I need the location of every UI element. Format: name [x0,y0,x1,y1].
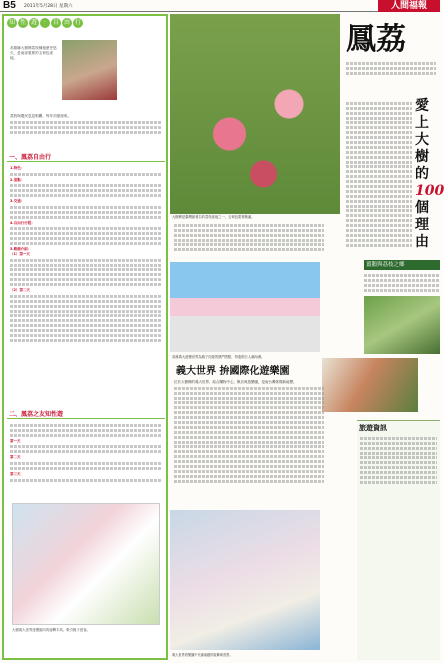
text-filler [346,224,412,227]
text-filler [10,273,162,276]
text-filler [360,481,437,484]
page-title: 鳳荔 [346,22,406,57]
text-filler [10,300,162,303]
hero-photo-caption: 大樹鄉是臺灣最著名的荔枝產地之一，玉荷包果實飽滿。 [172,215,255,219]
slogan-char: 理 [415,217,429,233]
slogan-char: 由 [415,234,429,250]
text-filler [364,279,440,282]
text-filler [346,165,412,168]
text-filler [10,227,162,230]
slogan-char: 的 [415,166,429,182]
text-filler [174,234,324,237]
travel-info-box [357,420,440,660]
text-filler [174,441,324,444]
text-filler [346,156,412,159]
kicker-char: 遊 [30,19,37,26]
text-filler [174,248,324,251]
lead-text: 荔枝與農民息息相關，每年初夏採收。 [10,114,72,118]
text-filler [174,470,324,473]
text-filler [174,421,324,424]
day-label: （2）第二天 [10,288,30,293]
text-filler [174,475,324,478]
text-filler [10,339,162,342]
feature-body [346,100,412,249]
theme-park-caption: 高雄義大遊樂世界為親子同遊的熱門景點，每逢假日人潮洶湧。 [172,355,265,359]
text-filler [346,200,412,203]
title-deck [346,60,436,77]
text-filler [10,237,162,240]
text-filler [10,424,162,427]
text-filler [174,445,324,448]
left-sidebar-column [2,14,168,660]
text-filler [10,189,162,192]
text-filler [360,466,437,469]
text-filler [346,175,412,178]
text-filler [10,334,162,337]
text-filler [174,239,324,242]
kicker-char: 由 [63,19,70,26]
text-filler [10,206,162,209]
text-filler [10,131,162,134]
text-filler [174,401,324,404]
section-1-body [10,166,162,344]
sub-heading: 1.特色： [10,166,25,170]
newspaper-logo: 人間福報 [378,0,440,12]
section-1-header [7,153,165,162]
text-filler [346,102,412,105]
text-filler [364,284,440,287]
sub-heading: 3.交通： [10,199,25,204]
kicker-char: 行 [74,19,81,26]
text-filler [10,329,162,332]
kicker-char: 自 [52,19,59,26]
amusement-park-photo [12,503,160,625]
hero-body-text [174,222,324,253]
text-filler [10,242,162,245]
text-filler [346,229,412,232]
text-filler [10,434,162,437]
text-filler [10,283,162,286]
photo-caption: 大樹義大世界遊樂園內的旋轉木馬，吸引親子遊客。 [12,628,90,632]
text-filler [346,146,412,149]
text-filler [10,232,162,235]
sidebar-section-text [364,272,440,293]
text-filler [10,324,162,327]
section-2-header [7,410,165,419]
text-filler [10,121,162,124]
text-filler [174,436,324,439]
sub-heading: 5.路線介紹： [10,246,32,251]
text-filler [346,190,412,193]
text-filler [10,264,162,267]
text-filler [174,416,324,419]
slogan-number: 100 [415,183,444,199]
masthead [0,0,440,12]
kicker-char: · [40,18,50,28]
text-filler [174,406,324,409]
slogan-char: 愛 [415,98,429,114]
slogan-vertical [415,98,444,251]
intro-photo-caption: 高雄縣大樹鄉荔枝種植歷史悠久，是南部重要的玉荷包產地。 [10,46,57,60]
kicker-char: 性 [19,19,26,26]
theme-park-headline: 義大世界 拚國際化遊樂園 [176,366,290,377]
text-filler [346,117,412,120]
travel-info-text [360,435,437,486]
slogan-char: 樹 [415,149,429,165]
text-filler [360,476,437,479]
text-filler [346,180,412,183]
text-filler [10,479,162,482]
section-2-title: 二、鳳荔之友知性遊 [9,411,64,418]
travel-info-heading: 旅遊資訊 [359,424,387,432]
slogan-char: 大 [415,132,429,148]
text-filler [346,209,412,212]
text-filler [10,450,162,453]
sidebar-section-head: 薑鵝與荔枝之鄉 [364,260,440,270]
text-filler [174,426,324,429]
text-filler [10,467,162,470]
text-filler [364,289,440,292]
section-kicker [7,18,84,28]
text-filler [174,455,324,458]
text-filler [10,126,162,129]
text-filler [346,121,412,124]
theme-park-lead: 位於大樹鄉的義大世界，結合購物中心、飯店與遊樂園，是南台灣休閒新地標。 [174,380,297,384]
text-filler [346,136,412,139]
day-label: 第二天 [10,455,21,460]
text-filler [346,185,412,188]
goose-farm-photo [364,296,440,354]
slogan-char: 上 [415,115,429,131]
text-filler [174,392,324,395]
text-filler [346,141,412,144]
text-filler [10,184,162,187]
text-filler [174,411,324,414]
sub-heading: 2.景點： [10,177,25,182]
text-filler [346,214,412,217]
text-filler [346,62,436,65]
text-filler [10,211,162,214]
text-filler [364,274,440,277]
text-filler [174,243,324,246]
text-filler [10,305,162,308]
text-filler [360,437,437,440]
text-filler [346,126,412,129]
text-filler [10,310,162,313]
sub-heading: 4.自由行行程： [10,220,35,225]
text-filler [360,442,437,445]
section-1-title: 一、鳳荔自由行 [9,154,52,161]
text-filler [10,314,162,317]
text-filler [346,234,412,237]
text-filler [360,461,437,464]
text-filler [360,452,437,455]
text-filler [346,195,412,198]
text-filler [346,131,412,134]
page-number: B5 [3,0,16,11]
text-filler [10,194,162,197]
day-label: （1）第一天 [10,251,30,256]
text-filler [10,462,162,465]
text-filler [10,259,162,262]
lychee-farmer-photo [322,358,418,412]
text-filler [346,219,412,222]
lead-paragraph [10,114,162,136]
text-filler [174,480,324,483]
text-filler [10,295,162,298]
text-filler [174,431,324,434]
theme-park-article [174,380,324,485]
text-filler [174,397,324,400]
text-filler [346,244,412,247]
section-2-body [10,422,162,483]
text-filler [174,460,324,463]
text-filler [346,72,436,75]
slogan-char: 個 [415,200,429,216]
text-filler [10,278,162,281]
day-label: 第一天 [10,438,21,443]
text-filler [360,471,437,474]
text-filler [174,229,324,232]
text-filler [346,170,412,173]
text-filler [10,268,162,271]
text-filler [174,224,324,227]
text-filler [174,465,324,468]
text-filler [10,445,162,448]
issue-date: 2011年5月28日 星期六 [24,4,73,9]
mascot-photo-caption: 義大世界遊樂園中充滿童趣的裝飾與造景。 [172,653,233,657]
text-filler [10,429,162,432]
text-filler [360,447,437,450]
text-filler [360,456,437,459]
kicker-char: 知 [8,19,15,26]
text-filler [346,239,412,242]
text-filler [10,319,162,322]
text-filler [346,161,412,164]
text-filler [346,67,436,70]
text-filler [10,216,162,219]
text-filler [174,387,324,390]
text-filler [346,205,412,208]
text-filler [346,112,412,115]
theme-park-photo [170,262,320,352]
text-filler [174,450,324,453]
day-label: 第三天 [10,471,21,476]
text-filler [10,173,162,176]
farmer-with-lychee-photo [62,40,117,100]
lychee-hero-photo [170,14,340,214]
text-filler [346,107,412,110]
theme-park-mascot-photo [170,510,320,650]
text-filler [346,151,412,154]
